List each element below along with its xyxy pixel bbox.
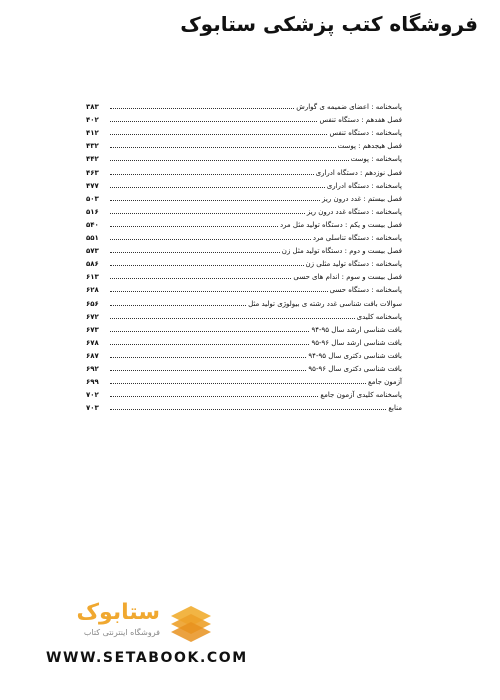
- toc-entry: [86, 216, 402, 229]
- toc-entry-page: ۶۲۸: [86, 286, 99, 295]
- toc-entry: [86, 190, 402, 203]
- dot-leader: [110, 291, 328, 292]
- toc-entry-title: بافت شناسی ارشد سال ۹۶-۹۵: [311, 338, 402, 347]
- dot-leader: [110, 331, 309, 332]
- toc-entry-title: سوالات بافت شناسی غدد رشته ی بیولوژی تولید مثل: [248, 299, 402, 308]
- toc-entry: [86, 98, 402, 111]
- dot-leader: [110, 200, 320, 201]
- toc-entry: [86, 268, 402, 281]
- toc-entry-title: پاسخنامه : اعضای ضمیمه ی گوارش: [296, 103, 402, 112]
- toc-entry: [86, 137, 402, 150]
- toc-entry: [86, 203, 402, 216]
- dot-leader: [110, 396, 318, 397]
- toc-entry: [86, 399, 402, 412]
- dot-leader: [110, 226, 278, 227]
- toc-entry-page: ۴۳۲: [86, 142, 99, 151]
- toc-entry: [86, 360, 402, 373]
- dot-leader: [110, 160, 349, 161]
- dot-leader: [110, 370, 306, 371]
- toc-entry-title: فصل بیست و یکم : دستگاه تولید مثل مرد: [279, 220, 402, 229]
- toc-entry: [86, 111, 402, 124]
- toc-entry-page: ۶۷۲: [86, 312, 99, 321]
- toc-entry-page: ۵۷۳: [86, 247, 99, 256]
- toc-entry-title: پاسخنامه : پوست: [350, 155, 402, 164]
- toc-entry-page: ۵۵۱: [86, 234, 99, 243]
- toc-entry-title: پاسخنامه : دستگاه ادراری: [326, 181, 402, 190]
- dot-leader: [110, 409, 386, 410]
- page-header: فروشگاه کتب پزشکی ستابوک: [180, 12, 478, 36]
- toc-entry-page: ۴۱۲: [86, 129, 99, 138]
- dot-leader: [110, 278, 291, 279]
- toc-entry-title: فصل بیست و دوم : دستگاه تولید مثل زن: [281, 247, 402, 256]
- toc-entry-title: بافت شناسی ارشد سال ۹۵-۹۴: [311, 325, 402, 334]
- toc-entry-page: ۴۴۲: [86, 155, 99, 164]
- toc-entry: [86, 242, 402, 255]
- toc-entry-title: فصل هیجدهم : پوست: [337, 142, 402, 151]
- toc-entry-title: بافت شناسی دکتری سال ۹۵-۹۴: [308, 351, 402, 360]
- toc-entry-title: پاسخنامه : دستگاه تنفس: [329, 129, 402, 138]
- toc-entry-page: ۶۸۷: [86, 351, 99, 360]
- dot-leader: [110, 357, 306, 358]
- toc-entry: [86, 386, 402, 399]
- dot-leader: [110, 383, 366, 384]
- dot-leader: [110, 213, 305, 214]
- toc-entry: [86, 347, 402, 360]
- toc-entry-title: منابع: [388, 404, 402, 413]
- toc-entry-title: فصل نوزدهم : دستگاه ادراری: [315, 168, 402, 177]
- dot-leader: [110, 265, 304, 266]
- brand-name: ستابوک: [76, 600, 160, 625]
- dot-leader: [110, 344, 309, 345]
- toc-entry-page: ۶۷۳: [86, 325, 99, 334]
- toc-entry-page: ۷۰۳: [86, 404, 99, 413]
- toc-entry-title: آزمون جامع: [368, 378, 402, 387]
- toc-entry: [86, 255, 402, 268]
- dot-leader: [110, 121, 317, 122]
- toc-entry-title: پاسخنامه : دستگاه غدد درون ریز: [306, 207, 402, 216]
- toc-entry: [86, 281, 402, 294]
- toc-entry-title: پاسخنامه : دستگاه تناسلی مرد: [312, 234, 402, 243]
- books-stack-icon: [168, 602, 214, 642]
- toc-entry-page: ۴۷۷: [86, 181, 99, 190]
- toc-entry: [86, 334, 402, 347]
- toc-entry-page: ۴۶۳: [86, 168, 99, 177]
- dot-leader: [110, 147, 336, 148]
- toc-entry-title: پاسخنامه کلیدی آزمون جامع: [320, 391, 402, 400]
- toc-entry-title: بافت شناسی دکتری سال ۹۶-۹۵: [308, 364, 402, 373]
- toc-entry-page: ۶۱۳: [86, 273, 99, 282]
- table-of-contents: [86, 98, 402, 412]
- dot-leader: [110, 252, 280, 253]
- toc-entry-title: فصل بیست و سوم : اندام های حسی: [293, 273, 402, 282]
- toc-entry-page: ۶۹۹: [86, 378, 99, 387]
- logo: [30, 596, 230, 646]
- dot-leader: [110, 305, 246, 306]
- toc-entry-page: ۵۸۶: [86, 260, 99, 269]
- toc-entry: [86, 124, 402, 137]
- toc-entry-page: ۵۴۰: [86, 220, 99, 229]
- toc-entry: [86, 294, 402, 307]
- toc-entry-page: ۵۱۶: [86, 207, 99, 216]
- toc-entry-page: ۷۰۲: [86, 391, 99, 400]
- brand-tagline: فروشگاه اینترنتی کتاب: [83, 628, 160, 637]
- dot-leader: [110, 187, 325, 188]
- dot-leader: [110, 239, 311, 240]
- toc-entry: [86, 163, 402, 176]
- toc-entry-page: ۶۷۸: [86, 338, 99, 347]
- toc-entry: [86, 308, 402, 321]
- toc-entry-title: پاسخنامه کلیدی: [356, 312, 402, 321]
- toc-entry: [86, 373, 402, 386]
- toc-entry: [86, 321, 402, 334]
- dot-leader: [110, 318, 355, 319]
- toc-entry: [86, 150, 402, 163]
- toc-entry-title: پاسخنامه : دستگاه تولید مثلی زن: [305, 260, 402, 269]
- toc-entry-title: فصل هفدهم : دستگاه تنفس: [319, 116, 402, 125]
- toc-entry: [86, 177, 402, 190]
- toc-entry-page: ۶۵۶: [86, 299, 99, 308]
- toc-entry-title: پاسخنامه : دستگاه حسی: [329, 286, 402, 295]
- toc-entry-page: ۵۰۳: [86, 194, 99, 203]
- toc-entry-title: فصل بیستم : غدد درون ریز: [322, 194, 402, 203]
- dot-leader: [110, 174, 314, 175]
- toc-entry-page: ۴۰۲: [86, 116, 99, 125]
- toc-entry: [86, 229, 402, 242]
- dot-leader: [110, 134, 327, 135]
- dot-leader: [110, 108, 294, 109]
- toc-entry-page: ۶۹۲: [86, 364, 99, 373]
- website-url: WWW.SETABOOK.COM: [46, 650, 248, 666]
- toc-entry-page: ۳۸۳: [86, 103, 99, 112]
